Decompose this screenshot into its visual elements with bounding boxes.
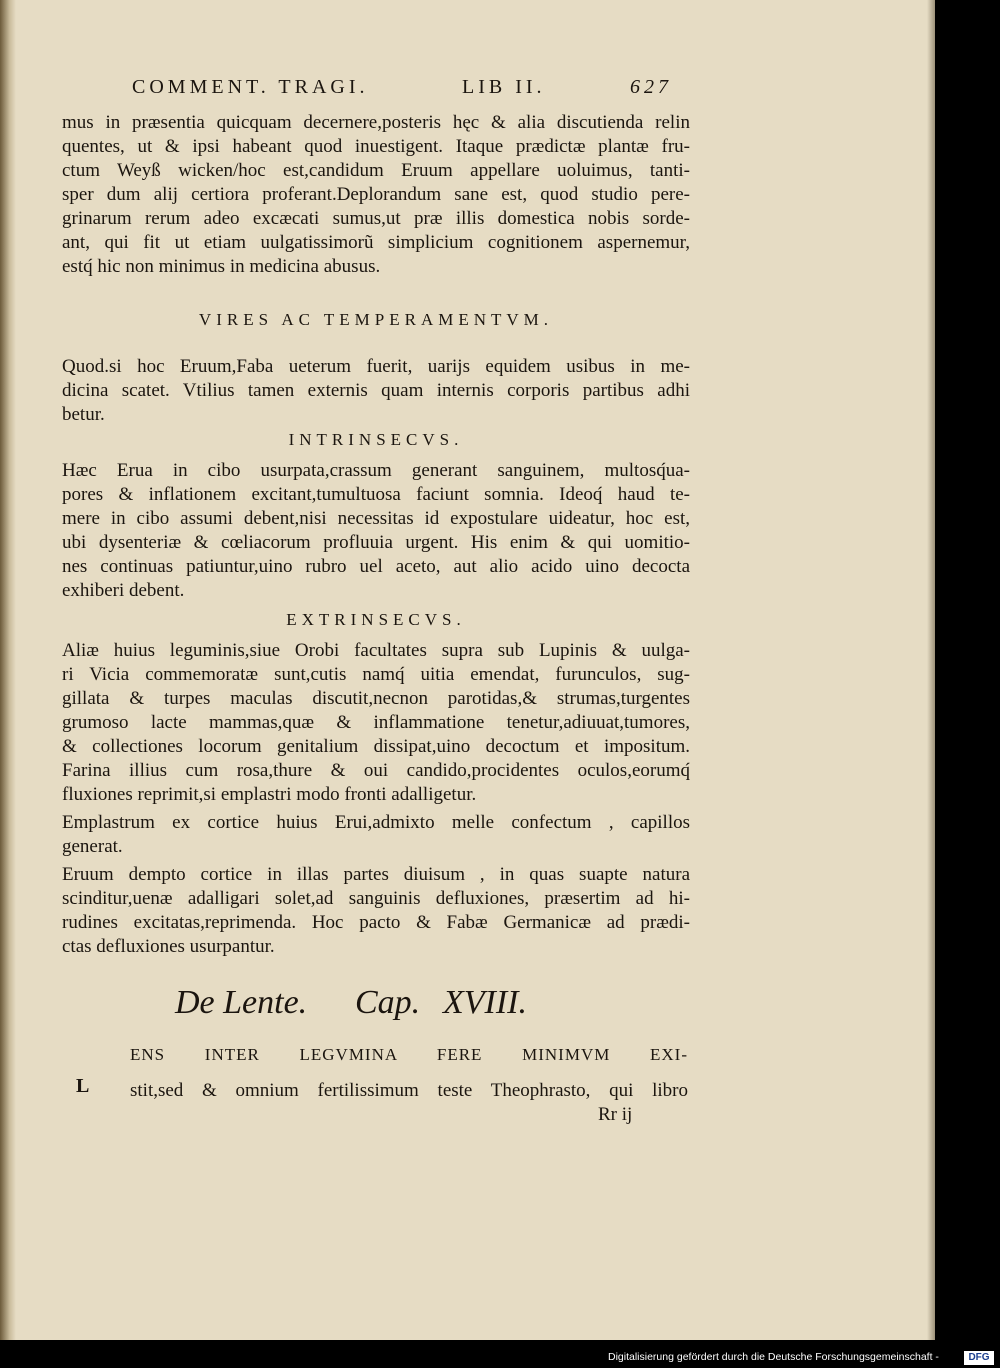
dfg-logo: DFG xyxy=(964,1351,994,1365)
page-edge xyxy=(927,0,935,1340)
main-text xyxy=(62,112,690,1012)
text-line: scinditur,uenæ adalligari solet,ad sanguinis defluxiones, præsertim ad hi- xyxy=(62,888,690,909)
text-line: rudines excitatas,reprimenda. Hoc pacto & Fabæ Germanicæ ad prædi- xyxy=(62,912,690,933)
text-line: quentes, ut & ipsi habeant quod inuestigent. Itaque prædictæ plantæ fru- xyxy=(62,136,690,157)
text-line: grumoso lacte mammas,quæ & inflammatione tenetur,adiuuat,tumores, xyxy=(62,712,690,733)
text-line: grinarum rerum adeo excæcati sumus,ut præ illis domestica nobis sorde- xyxy=(62,208,690,229)
text-line: mere in cibo assumi debent,nisi necessitas id expostulare uideatur, hoc est, xyxy=(62,508,690,529)
text-line: nes continuas patiuntur,uino rubro uel aceto, aut alio acido uino decocta xyxy=(62,556,690,577)
text-line: pores & inflationem excitant,tumultuosa faciunt somnia. Ideoq́ haud te- xyxy=(62,484,690,505)
text-line: Eruum dempto cortice in illas partes diuisum , in quas suapte natura xyxy=(62,864,690,885)
text-line: exhiberi debent. xyxy=(62,580,185,601)
initial-letter: L xyxy=(76,1075,90,1097)
digitization-credit: Digitalisierung gefördert durch die Deutsche Forschungsgemeinschaft - xyxy=(608,1351,939,1363)
chapter-name: De Lente. xyxy=(175,984,308,1021)
page-number: 627 xyxy=(630,76,672,98)
text-line: ri Vicia commemoratæ sunt,cutis namq́ uitia emendat, furunculos, sug- xyxy=(62,664,690,685)
chapter-text xyxy=(130,1044,688,1104)
chapter-title xyxy=(175,984,575,1028)
text-line: dicina scatet. Vtilius tamen externis quam internis corporis partibus adhi xyxy=(62,380,690,401)
text-line: Quod.si hoc Eruum,Faba ueterum fuerit, uarijs equidem usibus in me- xyxy=(62,356,690,377)
text-line: ubi dysenteriæ & cœliacorum profluuia urgent. His enim & qui uomitio- xyxy=(62,532,690,553)
running-title-left: COMMENT. TRAGI. xyxy=(132,76,369,98)
chapter-number: XVIII. xyxy=(443,984,528,1021)
text-line: stit,sed & omnium fertilissimum teste Theophrasto, qui libro xyxy=(130,1080,688,1101)
text-line: ant, qui fit ut etiam uulgatissimorũ simplicium cognitionem aspernemur, xyxy=(62,232,690,253)
text-line: Emplastrum ex cortice huius Erui,admixto melle confectum , capillos xyxy=(62,812,690,833)
text-line: Aliæ huius leguminis,siue Orobi facultates supra sub Lupinis & uulga- xyxy=(62,640,690,661)
text-line: betur. xyxy=(62,404,105,425)
chapter-cap-label: Cap. xyxy=(355,984,421,1021)
section-heading-vires: VIRES AC TEMPERAMENTVM. xyxy=(198,310,554,329)
text-line: & collectiones locorum genitalium dissipat,uino decoctum et impositum. xyxy=(62,736,690,757)
section-heading-extrinsecus: EXTRINSECVS. xyxy=(286,610,466,629)
text-line: Farina illius cum rosa,thure & oui candido,procidentes oculos,eorumq́ xyxy=(62,760,690,781)
text-line: estq́ hic non minimus in medicina abusus. xyxy=(62,256,381,277)
text-line: sper dum alij certiora proferant.Deplorandum sane est, quod studio pere- xyxy=(62,184,690,205)
text-line: ENS INTER LEGVMINA FERE MINIMVM EXI- xyxy=(130,1045,688,1064)
running-header xyxy=(132,76,688,102)
signature-mark: Rr ij xyxy=(598,1104,633,1125)
text-line: ctas defluxiones usurpantur. xyxy=(62,936,275,957)
text-line: fluxiones reprimit,si emplastri modo fronti adalligetur. xyxy=(62,784,477,805)
text-line: mus in præsentia quicquam decernere,posteris hęc & alia discutienda relin xyxy=(62,112,690,133)
text-line: generat. xyxy=(62,836,123,857)
running-title-book: LIB II. xyxy=(462,76,546,98)
text-line: gillata & turpes maculas discutit,necnon parotidas,& strumas,turgentes xyxy=(62,688,690,709)
section-heading-intrinsecus: INTRINSECVS. xyxy=(288,430,464,449)
text-line: ctum Weyß wicken/hoc est,candidum Eruum appellare uoluimus, tanti- xyxy=(62,160,690,181)
text-line: Hæc Erua in cibo usurpata,crassum generant sanguinem, multosq́ua- xyxy=(62,460,690,481)
gutter-shadow xyxy=(0,0,16,1340)
